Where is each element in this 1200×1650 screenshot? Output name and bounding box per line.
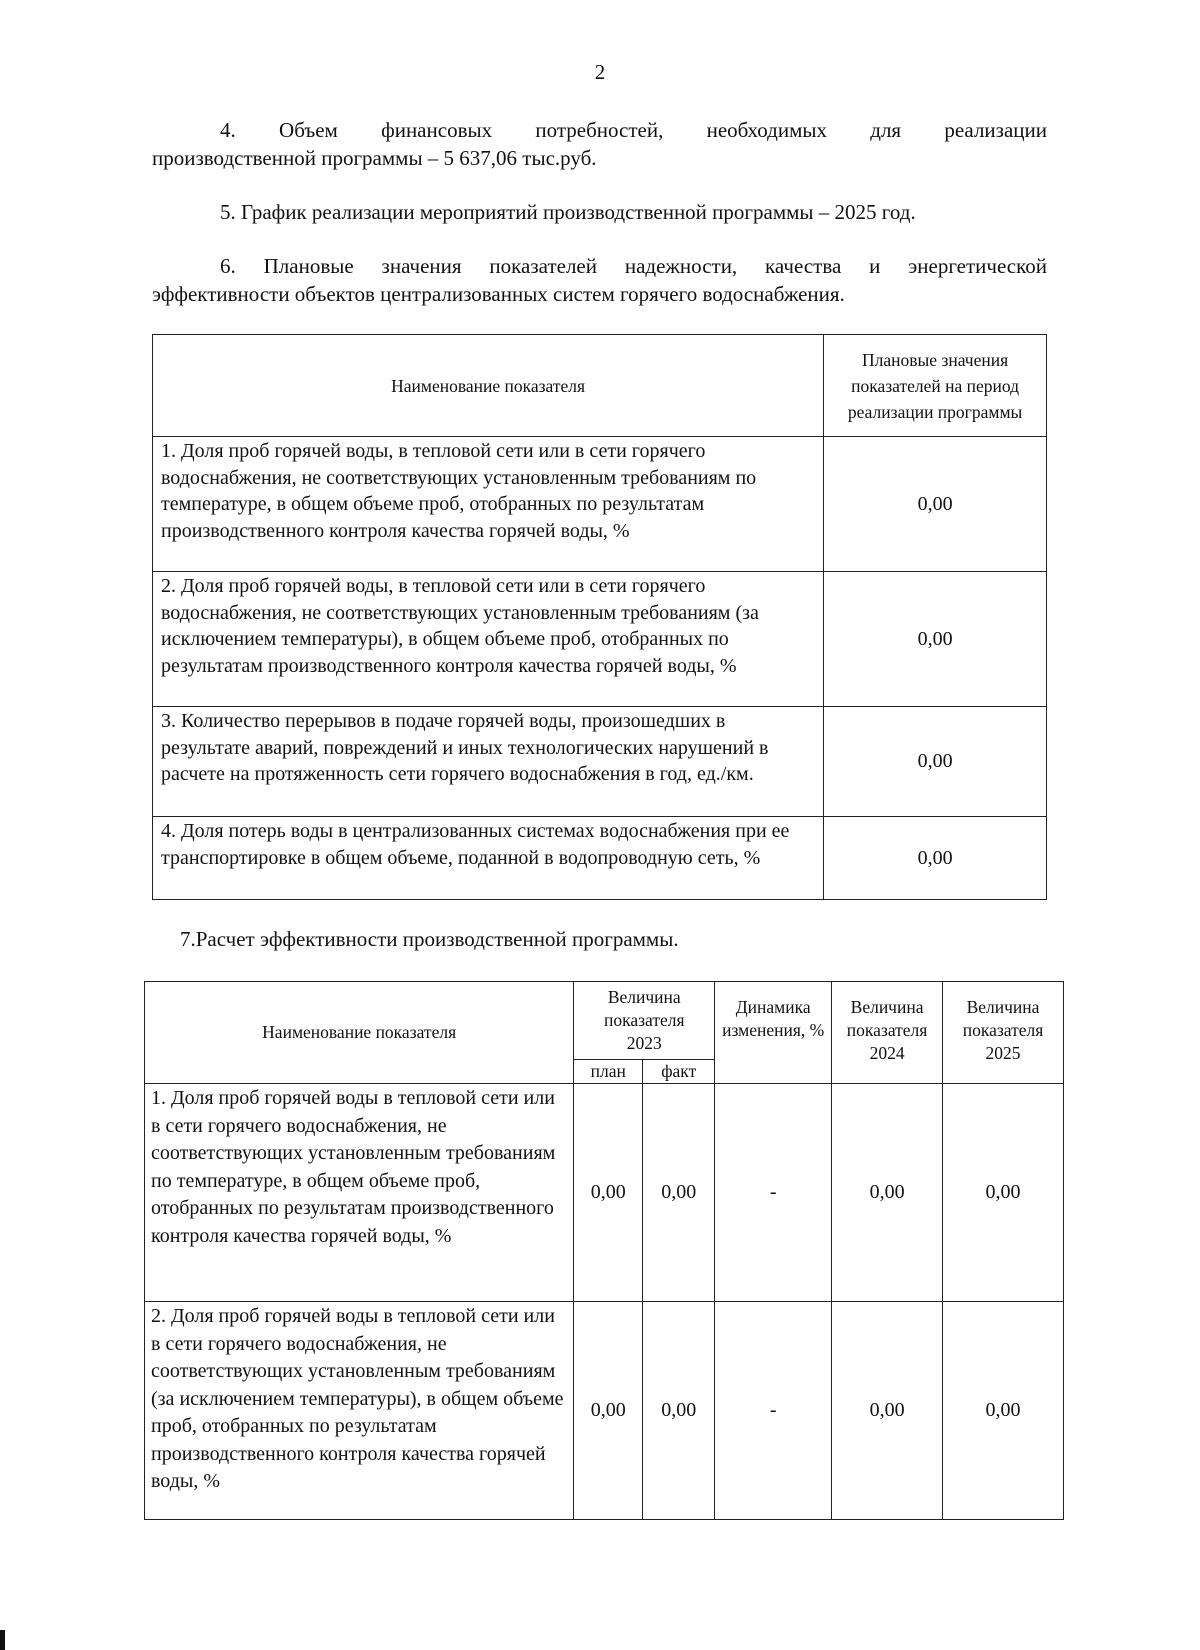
paragraph-4-line-2: производственной программы – 5 637,06 тыс.руб.: [152, 146, 597, 170]
indicator-value: 0,00: [824, 572, 1047, 707]
table-row: [153, 707, 1047, 817]
indicator-name: 1. Доля проб горячей воды в тепловой сети или в сети горячего водоснабжения, не соответствующих установленным требованиям по температуре, в общем объеме проб, отобранных по результатам производственного контроля качества горячей воды, %: [145, 1084, 574, 1302]
fact-value: 0,00: [643, 1302, 715, 1520]
table-row: [153, 572, 1047, 707]
table-header-row: [145, 982, 1064, 1060]
column-header-value-2023: Величина показателя 2023: [574, 982, 715, 1060]
value-2025: 0,00: [943, 1302, 1064, 1520]
value-2025: 0,00: [943, 1084, 1064, 1302]
indicator-value: 0,00: [824, 707, 1047, 817]
fact-value: 0,00: [643, 1084, 715, 1302]
value-2024: 0,00: [832, 1084, 943, 1302]
table-row: [153, 817, 1047, 900]
indicator-name: 4. Доля потерь воды в централизованных системах водоснабжения при ее транспортировке в общем объеме, поданной в водопроводную сеть, %: [153, 817, 824, 900]
table-row: [153, 437, 1047, 572]
table-row: [145, 1302, 1064, 1520]
column-header-fact: факт: [643, 1060, 715, 1084]
column-header-value-2025: Величина показателя 2025: [943, 982, 1064, 1084]
paragraph-4-line-1: 4. Объем финансовых потребностей, необходимых для реализации: [220, 118, 1047, 142]
indicator-name: 2. Доля проб горячей воды в тепловой сети или в сети горячего водоснабжения, не соответствующих установленным требованиям (за исключением температуры), в общем объеме проб, отобранных по результатам производственного контроля качества горячей воды, %: [145, 1302, 574, 1520]
column-header-plan: план: [574, 1060, 643, 1084]
reliability-indicators-table: [152, 334, 1047, 900]
value-2024: 0,00: [832, 1302, 943, 1520]
indicator-value: 0,00: [824, 817, 1047, 900]
indicator-name: 1. Доля проб горячей воды, в тепловой сети или в сети горячего водоснабжения, не соответствующих установленным требованиям по температуре, в общем объеме проб, отобранных по результатам производственного контроля качества горячей воды, %: [153, 437, 824, 572]
indicator-name: 2. Доля проб горячей воды, в тепловой сети или в сети горячего водоснабжения, не соответствующих установленным требованиям (за исключением температуры), в общем объеме проб, отобранных по результатам производственного контроля качества горячей воды, %: [153, 572, 824, 707]
efficiency-calculation-table: [144, 981, 1064, 1520]
paragraph-7: 7.Расчет эффективности производственной программы.: [180, 927, 679, 951]
column-header-indicator-name: Наименование показателя: [145, 982, 574, 1084]
paragraph-6-line-1: 6. Плановые значения показателей надежности, качества и энергетической: [220, 254, 1047, 278]
plan-value: 0,00: [574, 1084, 643, 1302]
plan-value: 0,00: [574, 1302, 643, 1520]
scan-edge-mark: [0, 1630, 5, 1650]
indicator-name: 3. Количество перерывов в подаче горячей воды, произошедших в результате аварий, повреждений и иных технологических нарушений в расчете на протяженность сети горячего водоснабжения в год, ед./км.: [153, 707, 824, 817]
dynamics-value: -: [715, 1302, 832, 1520]
indicator-value: 0,00: [824, 437, 1047, 572]
paragraph-6-line-2: эффективности объектов централизованных систем горячего водоснабжения.: [152, 282, 845, 306]
column-header-dynamics: Динамика изменения, %: [715, 982, 832, 1084]
column-header-planned-values: Плановые значения показателей на период реализации программы: [824, 335, 1047, 437]
page-number: 2: [594, 60, 606, 84]
table-row: [145, 1084, 1064, 1302]
column-header-indicator-name: Наименование показателя: [153, 335, 824, 437]
paragraph-5: 5. График реализации мероприятий производственной программы – 2025 год.: [220, 200, 916, 224]
column-header-value-2024: Величина показателя 2024: [832, 982, 943, 1084]
dynamics-value: -: [715, 1084, 832, 1302]
table-header-row: [153, 335, 1047, 437]
